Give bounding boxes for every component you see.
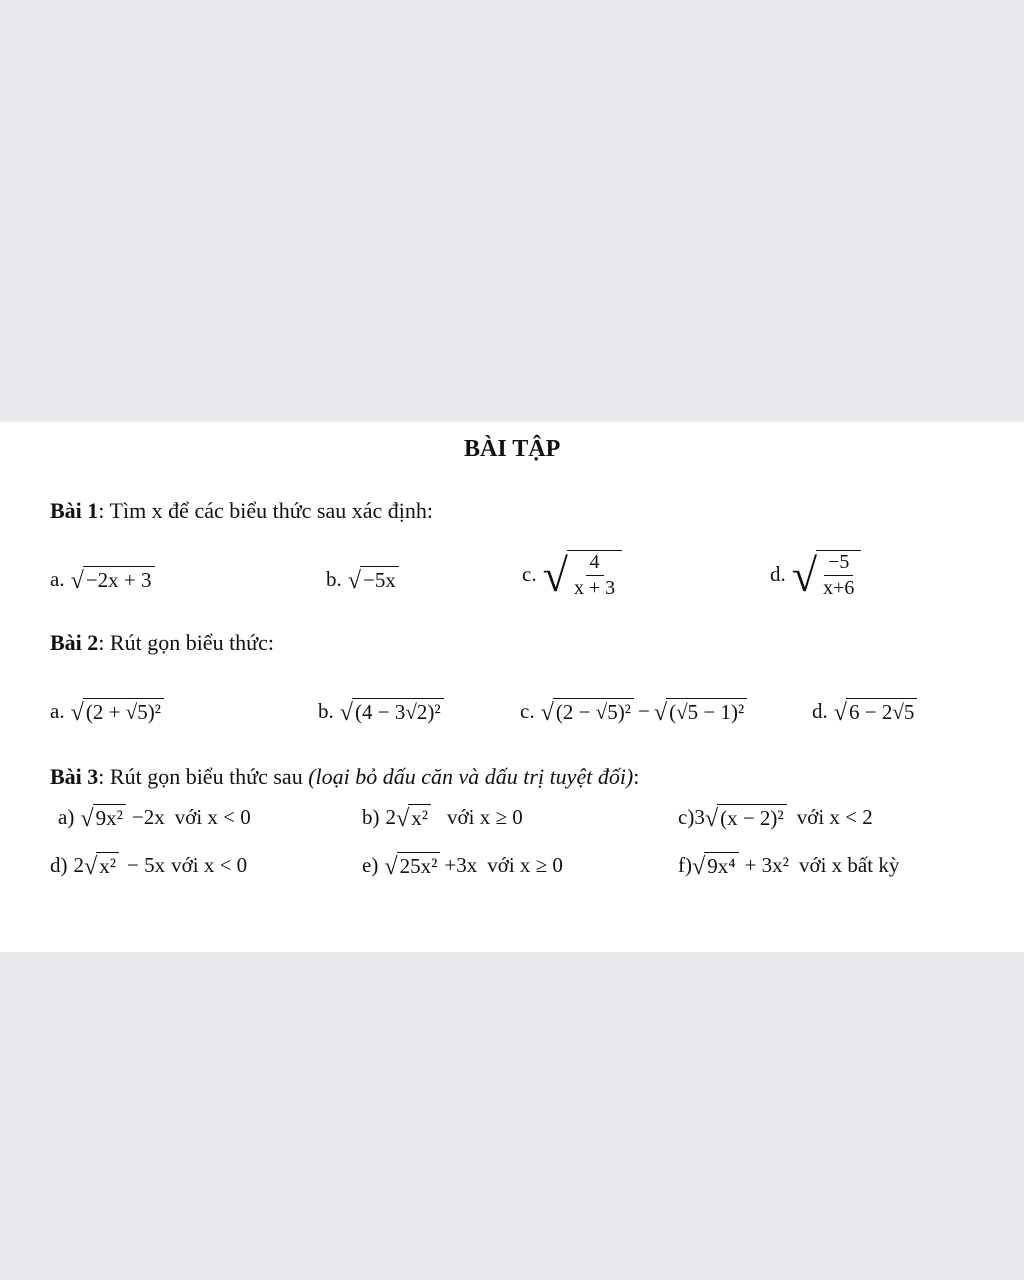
sqrt-expression: √ x²	[84, 852, 119, 879]
condition: với x ≥ 0	[447, 805, 523, 829]
radicand: x²	[96, 852, 119, 879]
bai2-item-b	[318, 698, 444, 725]
numerator: −5	[824, 552, 853, 576]
bai1-item-a	[50, 566, 155, 593]
radicand: (√5 − 1)²	[666, 698, 747, 725]
coefficient: 2	[385, 805, 396, 829]
operator: −	[637, 699, 650, 723]
item-letter: e)	[362, 853, 379, 877]
condition: với x < 0	[171, 853, 248, 877]
sqrt-fraction: √ $\frac{-5}{x+6}$	[792, 550, 862, 599]
condition: với x < 2	[796, 805, 873, 829]
bai1-heading	[50, 498, 433, 524]
bai3-item-d	[50, 852, 247, 879]
bai3-label: Bài 3	[50, 764, 99, 789]
bai3-item-c	[678, 804, 873, 831]
radicand: −2x + 3	[83, 566, 155, 593]
item-letter: d)	[50, 853, 68, 877]
coefficient: 3	[694, 805, 705, 829]
item-letter: f)	[678, 853, 692, 877]
bai3-prompt: : Rút gọn biểu thức sau	[98, 764, 309, 789]
sqrt-expression: √ −5x	[348, 566, 399, 593]
page-title: BÀI TẬP	[464, 436, 561, 462]
sqrt-expression: √ 25x²	[384, 852, 440, 879]
condition: với x bất kỳ	[798, 853, 900, 877]
bai1-item-d	[770, 550, 861, 599]
item-letter: a.	[50, 567, 65, 591]
radicand: (2 + √5)²	[83, 698, 164, 725]
bai1-item-c	[522, 550, 622, 599]
condition: với x < 0	[174, 805, 251, 829]
exercise-sheet	[0, 422, 1024, 952]
radicand: 9x²	[93, 804, 126, 831]
bai3-item-a	[58, 804, 251, 831]
radicand: −5x	[360, 566, 399, 593]
item-letter: b)	[362, 805, 380, 829]
denominator: x + 3	[573, 576, 616, 599]
bai2-heading	[50, 630, 274, 656]
radicand: (4 − 3√2)²	[352, 698, 444, 725]
sqrt-expression: √ 6 − 2√5	[834, 698, 918, 725]
item-letter: a.	[50, 699, 65, 723]
bai1-label: Bài 1	[50, 498, 99, 523]
bai3-prompt-italic: (loại bỏ dấu căn và dấu trị tuyệt đối)	[308, 764, 634, 789]
sqrt-expression: √ 9x²	[80, 804, 126, 831]
sqrt-expression: √ (2 − √5)²	[541, 698, 634, 725]
radicand: 9x⁴	[704, 852, 738, 879]
bai3-prompt-end: :	[633, 764, 640, 789]
radicand: (2 − √5)²	[553, 698, 634, 725]
bai2-item-a	[50, 698, 164, 725]
tail-term: − 5x	[127, 853, 166, 877]
item-letter: c.	[520, 699, 535, 723]
sqrt-expression: √ x²	[396, 804, 431, 831]
bai3-item-e	[362, 852, 563, 879]
tail-term: −2x	[131, 805, 165, 829]
sqrt-expression: √ (√5 − 1)²	[654, 698, 747, 725]
bai2-label: Bài 2	[50, 630, 99, 655]
numerator: 4	[586, 552, 604, 576]
bai2-item-c	[520, 698, 747, 725]
item-letter: c)	[678, 805, 695, 829]
item-letter: d.	[812, 699, 828, 723]
item-letter: c.	[522, 561, 537, 586]
item-letter: b.	[326, 567, 342, 591]
radicand: 6 − 2√5	[846, 698, 917, 725]
sqrt-expression: √ (2 + √5)²	[71, 698, 164, 725]
item-letter: a)	[58, 805, 75, 829]
item-letter: b.	[318, 699, 334, 723]
item-letter: d.	[770, 561, 786, 586]
tail-term: +3x	[444, 853, 478, 877]
radicand: x²	[408, 804, 431, 831]
bai3-heading	[50, 764, 639, 790]
denominator: x+6	[823, 576, 855, 599]
sqrt-expression: √ −2x + 3	[71, 566, 155, 593]
sqrt-fraction: √ $\frac{4}{x + 3}$	[543, 550, 623, 599]
sqrt-expression: √ (x − 2)²	[705, 804, 787, 831]
radicand: 25x²	[397, 852, 441, 879]
bai3-item-f	[678, 852, 899, 879]
bai3-item-b	[362, 804, 523, 831]
bai1-prompt: : Tìm x để các biểu thức sau xác định:	[98, 498, 433, 523]
tail-term: + 3x²	[744, 853, 789, 877]
coefficient: 2	[73, 853, 84, 877]
radicand: (x − 2)²	[717, 804, 787, 831]
condition: với x ≥ 0	[487, 853, 563, 877]
sqrt-expression: √ 9x⁴	[692, 852, 739, 879]
sqrt-expression: √ (4 − 3√2)²	[340, 698, 444, 725]
bai2-prompt: : Rút gọn biểu thức:	[98, 630, 274, 655]
bai2-item-d	[812, 698, 917, 725]
bai1-item-b	[326, 566, 399, 593]
